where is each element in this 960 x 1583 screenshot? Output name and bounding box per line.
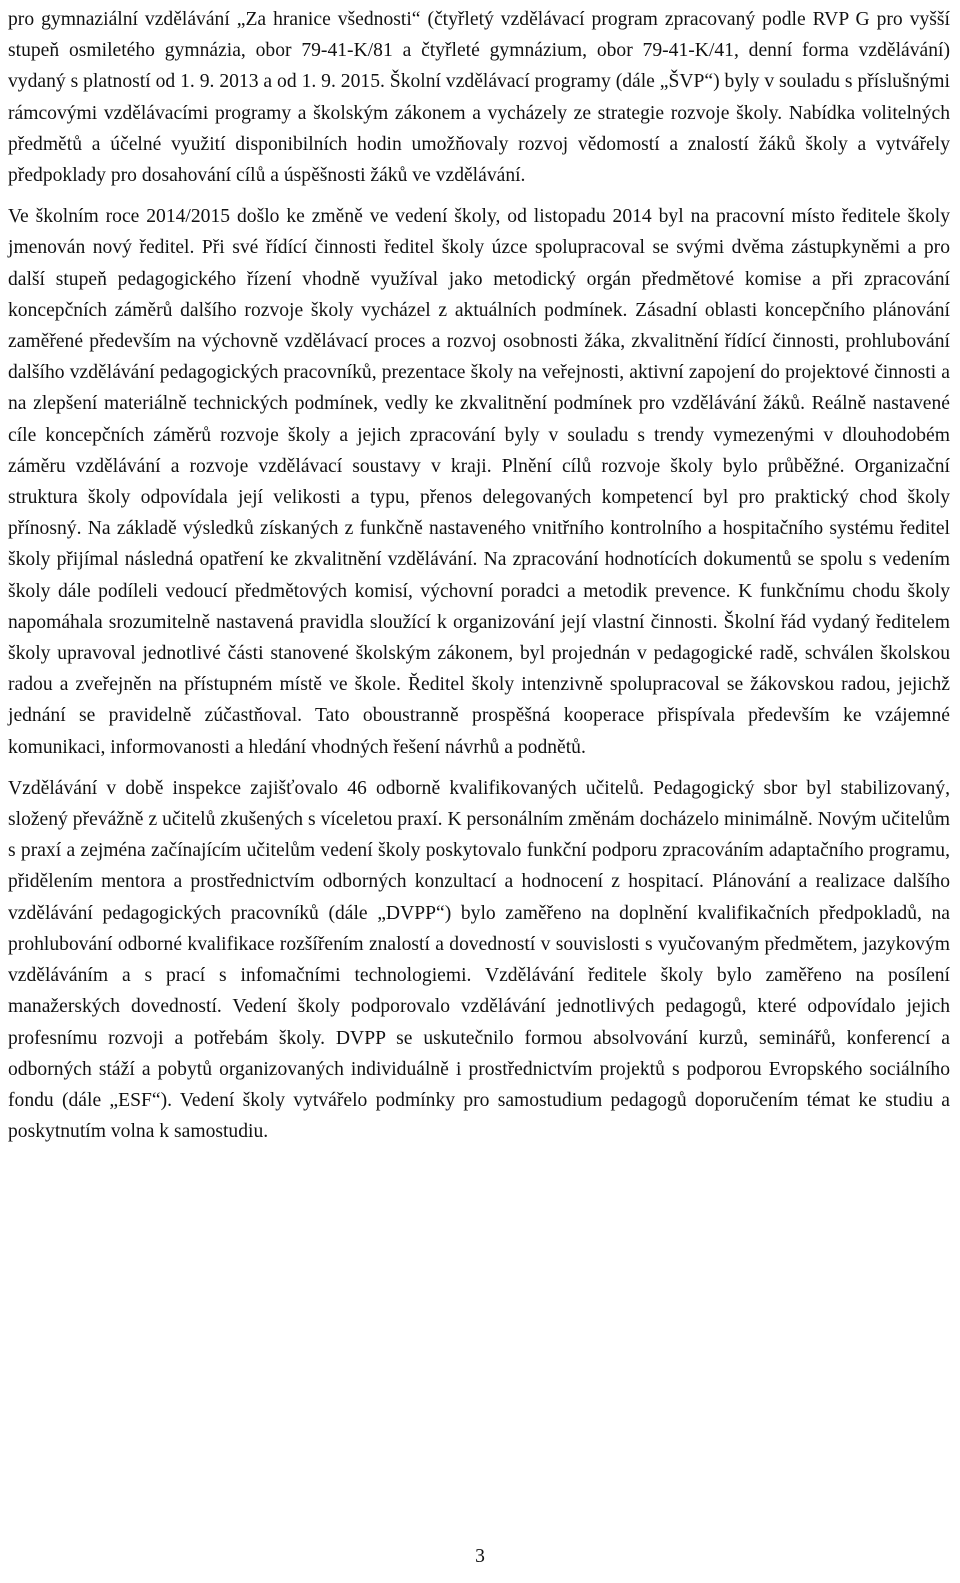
- page-number: 3: [475, 1546, 485, 1567]
- paragraph-teaching-staff: Vzdělávání v době inspekce zajišťovalo 46 odborně kvalifikovaných učitelů. Pedagogický sbor byl stabilizovaný, složený převážně z učitelů zkušených s víceletou praxí. K personálním změnám docházelo minimálně. Novým učitelům s praxí a zejména začínajícím učitelům vedení školy poskytovalo funkční podporu zpracováním adaptačního programu, přidělením mentora a prostřednictvím odborných konzultací a hodnocení z hospitací. Plánování a realizace dalšího vzdělávání pedagogických pracovníků (dále „DVPP“) bylo zaměřeno na doplnění kvalifikačních předpokladů, na prohlubování odborné kvalifikace rozšířením znalostí a dovedností v souvislosti s vyučovaným předmětem, jazykovým vzděláváním a s prací s infomačními technologiemi. Vzdělávání ředitele školy bylo zaměřeno na posílení manažerských dovedností. Vedení školy podporovalo vzdělávání jednotlivých pedagogů, které odpovídalo jejich profesnímu rozvoji a potřebám školy. DVPP se uskutečnilo formou absolvování kurzů, seminářů, konferencí a odborných stáží a pobytů organizovaných individuálně i prostřednictvím projektů s podporou Evropského sociálního fondu (dále „ESF“). Vedení školy vytvářelo podmínky pro samostudium pedagogů doporučením témat ke studiu a poskytnutím volna k samostudiu.: [8, 777, 950, 1143]
- paragraph-curriculum: pro gymnaziální vzdělávání „Za hranice všednosti“ (čtyřletý vzdělávací program zpracovaný podle RVP G pro vyšší stupeň osmiletého gymnázia, obor 79-41-K/81 a čtyřleté gymnázium, obor 79-41-K/41, denní forma vzdělávání) vydaný s platností od 1. 9. 2013 a od 1. 9. 2015. Školní vzdělávací programy (dále „ŠVP“) byly v souladu s příslušnými rámcovými vzdělávacími programy a školským zákonem a vycházely ze strategie rozvoje školy. Nabídka volitelných předmětů a účelné využití disponibilních hodin umožňovaly rozvoj vědomostí a znalostí žáků školy a vytvářely předpoklady pro dosahování cílů a úspěšnosti žáků ve vzdělávání.: [8, 9, 950, 187]
- document-page: [8, 4, 950, 1157]
- paragraph-school-management: Ve školním roce 2014/2015 došlo ke změně ve vedení školy, od listopadu 2014 byl na pracovní místo ředitele školy jmenován nový ředitel. Při své řídící činnosti ředitel školy úzce spolupracoval se svými dvěma zástupkyněmi a pro další stupeň pedagogického řízení vhodně využíval jako metodický orgán předmětové komise a při zpracování koncepčních záměrů dalšího rozvoje školy vycházel z aktuálních podmínek. Zásadní oblasti koncepčního plánování zaměřené především na výchovně vzdělávací proces a rozvoj osobnosti žáka, zkvalitnění řídící činnosti, prohlubování dalšího vzdělávání pedagogických pracovníků, prezentace školy na veřejnosti, aktivní zapojení do projektové činnosti a na zlepšení materiálně technických podmínek, vedly ke zkvalitnění podmínek pro vzdělávání žáků. Reálně nastavené cíle koncepčních záměrů rozvoje školy a jejich zpracování byly v souladu s trendy vymezenými v dlouhodobém záměru vzdělávání a rozvoje vzdělávací soustavy v kraji. Plnění cílů rozvoje školy bylo průběžné. Organizační struktura školy odpovídala její velikosti a typu, přenos delegovaných kompetencí byl pro praktický chod školy přínosný. Na základě výsledků získaných z funkčně nastaveného vnitřního kontrolního a hospitačního systému ředitel školy přijímal následná opatření ke zkvalitnění vzdělávání. Na zpracování hodnotících dokumentů se spolu s vedením školy dále podíleli vedoucí předmětových komisí, výchovní poradci a metodik prevence. K funkčnímu chodu školy napomáhala srozumitelně nastavená pravidla sloužící k organizování její vlastní činnosti. Školní řád vydaný ředitelem školy upravoval jednotlivé části stanovené školským zákonem, byl projednán v pedagogické radě, schválen školskou radou a zveřejněn na přístupném místě ve škole. Ředitel školy intenzivně spolupracoval se žákovskou radou, jejichž jednání se pravidelně zúčastňoval. Tato oboustranně prospěšná kooperace přispívala především ke vzájemné komunikaci, informovanosti a hledání vhodných řešení návrhů a podnětů.: [8, 206, 950, 758]
